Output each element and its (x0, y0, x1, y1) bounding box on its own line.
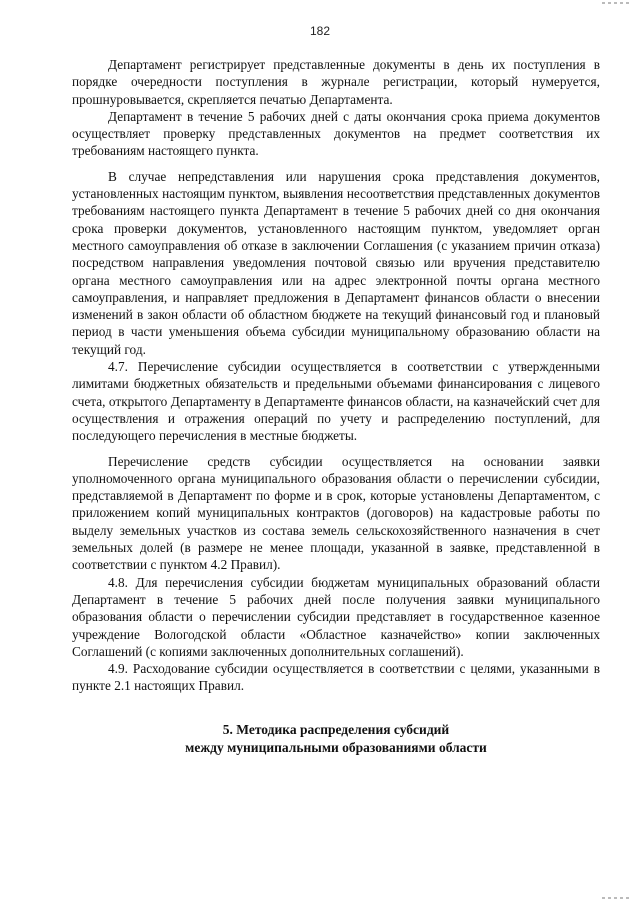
paragraph-registration: Департамент регистрирует представленные документы в день их поступления в порядке очередности поступления в журнале регистрации, который нумеруется, прошнуровывается, скрепляется печатью Департамента. (72, 57, 600, 107)
paragraph-4-7: 4.7. Перечисление субсидии осуществляется в соответствии с утвержденными лимитами бюджетных обязательств и предельными объемами финансирования с лицевого счета, открытого Департаменту в Департаменте финансов области, на казначейский счет для осуществления и отражения операций по учету и распределению поступлений, для последующего перечисления в местные бюджеты. (72, 359, 600, 444)
document-body (72, 56, 600, 757)
page-number: 182 (309, 24, 331, 38)
section-title (72, 721, 600, 757)
section-title-line-2: между муниципальными образованиями области (185, 739, 487, 755)
paragraph-transfer-basis: Перечисление средств субсидии осуществляется на основании заявки уполномоченного органа муниципального образования области о перечислении субсидии, представляемой в Департамент по форме и в срок, которые установлены Департаментом, с приложением копий муниципальных контрактов (договоров) на кадастровые работы по выделу земельных участков из состава земель сельскохозяйственного назначения в счет земельных долей (в размере не менее площади, указанной в заявке, представленной в соответствии с пунктом 4.2 Правил). (72, 453, 600, 573)
paragraph-4-8: 4.8. Для перечисления субсидии бюджетам муниципальных образований области Департамент в течение 5 рабочих дней после получения заявки муниципального образования области о перечислении субсидии представляет в государственное казенное учреждение Вологодской области «Областное казначейство» копии заключенных Соглашений (с копиями заключенных дополнительных соглашений). (72, 574, 600, 659)
scan-artifact-bottom (602, 897, 630, 899)
paragraph-refusal: В случае непредставления или нарушения срока представления документов, установленных настоящим пунктом, выявления несоответствия представленных документов требованиям настоящего пункта Департамент в течение 5 рабочих дней со дня окончания срока проверки документов, установленного настоящим пунктом, уведомляет орган местного самоуправления об отказе в заключении Соглашения (с указанием причин отказа) посредством направления уведомления почтовой связью или вручения представителю органа местного самоуправления или на адрес электронной почты органа местного самоуправления, и направляет предложения в Департамент финансов области о внесении изменений в закон области об областном бюджете на текущий финансовый год и плановый период в части уменьшения объема субсидии муниципальному образованию области на текущий год. (72, 168, 600, 357)
paragraph-4-9: 4.9. Расходование субсидии осуществляется в соответствии с целями, указанными в пункте 2.1 настоящих Правил. (72, 661, 600, 694)
scan-artifact-top (602, 2, 630, 4)
section-title-line-1: 5. Методика распределения субсидий (222, 721, 450, 737)
paragraph-verification: Департамент в течение 5 рабочих дней с даты окончания срока приема документов осуществляет проверку представленных документов на предмет соответствия их требованиям настоящего пункта. (72, 108, 600, 159)
